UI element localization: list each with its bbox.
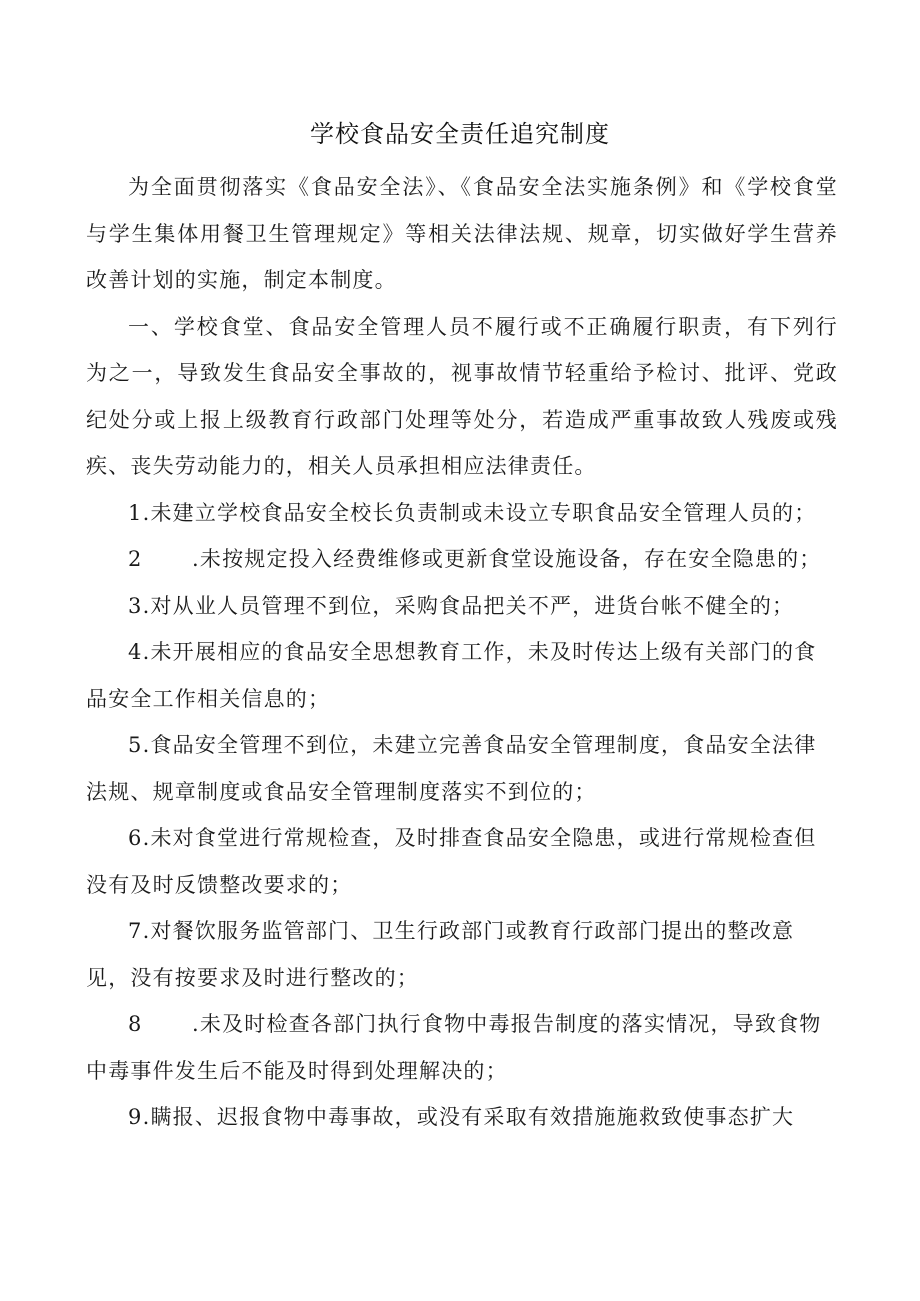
item-text: .未及时检查各部门执行食物中毒报告制度的落实情况，导致食物中毒事件发生后不能及时得到处理解决的； [86, 1012, 822, 1083]
item-text: .未按规定投入经费维修或更新食堂设施设备，存在安全隐患的； [192, 547, 822, 571]
section-one-paragraph: 一、学校食堂、食品安全管理人员不履行或不正确履行职责，有下列行为之一，导致发生食品安全事故的，视事故情节轻重给予检讨、批评、党政纪处分或上报上级教育行政部门处理等处分，若造成严重事故致人残废或残疾、丧失劳动能力的，相关人员承担相应法律责任。 [86, 314, 838, 478]
list-item [86, 1001, 838, 1094]
list-item [86, 490, 838, 537]
item-text: .对餐饮服务监管部门、卫生行政部门或教育行政部门提出的整改意见，没有按要求及时进行整改的； [86, 919, 795, 990]
item-number: 3 [128, 593, 143, 618]
item-number: 9 [128, 1105, 143, 1129]
list-item [86, 815, 838, 908]
item-number: 7 [128, 919, 143, 943]
list-item [86, 583, 838, 630]
list-item [86, 536, 838, 583]
list-item [86, 908, 838, 1001]
item-number: 1 [128, 500, 143, 525]
list-item [86, 1094, 838, 1141]
list-item [86, 722, 838, 815]
intro-paragraph: 为全面贯彻落实《食品安全法》、《食品安全法实施条例》和《学校食堂与学生集体用餐卫生管理规定》等相关法律法规、规章，切实做好学生营养改善计划的实施，制定本制度。 [86, 175, 838, 292]
item-number: 8 [128, 1012, 143, 1036]
item-text: .瞒报、迟报食物中毒事故，或没有采取有效措施施救致使事态扩大 [142, 1105, 795, 1129]
item-text: .食品安全管理不到位，未建立完善食品安全管理制度，食品安全法律法规、规章制度或食品安全管理制度落实不到位的； [86, 733, 817, 804]
item-text: .未建立学校食品安全校长负责制或未设立专职食品安全管理人员的； [142, 500, 817, 525]
item-number: 5 [128, 733, 143, 757]
document-title: 学校食品安全责任追究制度 [310, 120, 610, 148]
item-text: .未开展相应的食品安全思想教育工作，未及时传达上级有关部门的食品安全工作相关信息的； [86, 640, 817, 711]
item-number: 4 [128, 640, 143, 664]
document-body [86, 164, 838, 1141]
item-text: .未对食堂进行常规检查，及时排查食品安全隐患，或进行常规检查但没有及时反馈整改要求的； [86, 826, 817, 897]
item-number: 2 [128, 547, 143, 571]
item-number: 6 [128, 826, 143, 850]
list-item [86, 629, 838, 722]
item-text: .对从业人员管理不到位，采购食品把关不严，进货台帐不健全的； [142, 593, 795, 618]
